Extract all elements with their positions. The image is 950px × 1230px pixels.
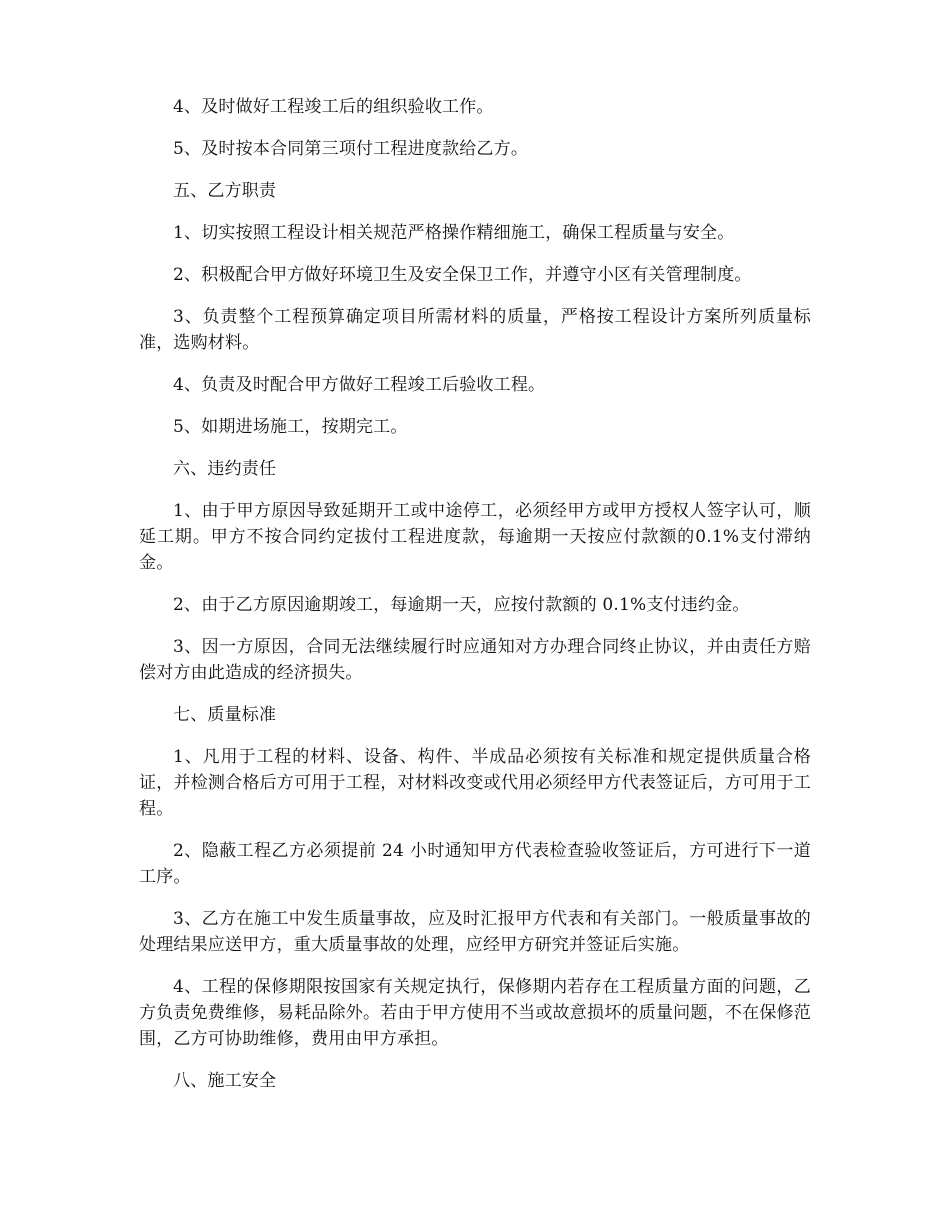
clause-party-a-4: 4、及时做好工程竣工后的组织验收工作。 bbox=[173, 97, 494, 117]
clause-quality-4: 4、工程的保修期限按国家有关规定执行，保修期内若存在工程质量方面的问题，乙方负责免费维修，易耗品除外。若由于甲方使用不当或故意损坏的质量问题，不在保修范围，乙方可协助维修，费用由甲方承担。 bbox=[139, 977, 811, 1049]
section-heading-breach-liability: 六、违约责任 bbox=[173, 459, 277, 479]
clause-party-a-5: 5、及时按本合同第三项付工程进度款给乙方。 bbox=[173, 139, 529, 159]
clause-quality-2: 2、隐蔽工程乙方必须提前 24 小时通知甲方代表检查验收签证后，方可进行下一道工序。 bbox=[139, 841, 811, 887]
section-heading-construction-safety: 八、施工安全 bbox=[173, 1071, 277, 1091]
document-body bbox=[139, 94, 811, 1110]
section-heading-quality-standards: 七、质量标准 bbox=[173, 705, 277, 725]
clause-party-b-2: 2、积极配合甲方做好环境卫生及安全保卫工作，并遵守小区有关管理制度。 bbox=[173, 265, 752, 285]
clause-breach-2: 2、由于乙方原因逾期竣工，每逾期一天，应按付款额的 0.1%支付违约金。 bbox=[173, 595, 750, 615]
clause-party-b-1: 1、切实按照工程设计相关规范严格操作精细施工，确保工程质量与安全。 bbox=[173, 223, 735, 243]
clause-party-b-3: 3、负责整个工程预算确定项目所需材料的质量，严格按工程设计方案所列质量标准，选购材料。 bbox=[139, 307, 811, 353]
clause-breach-1: 1、由于甲方原因导致延期开工或中途停工，必须经甲方或甲方授权人签字认可，顺延工期。甲方不按合同约定拔付工程进度款，每逾期一天按应付款额的0.1%支付滞纳金。 bbox=[139, 501, 811, 573]
clause-breach-3: 3、因一方原因，合同无法继续履行时应通知对方办理合同终止协议，并由责任方赔偿对方由此造成的经济损失。 bbox=[139, 637, 811, 683]
clause-party-b-5: 5、如期进场施工，按期完工。 bbox=[173, 417, 408, 437]
clause-party-b-4: 4、负责及时配合甲方做好工程竣工后验收工程。 bbox=[173, 375, 546, 395]
clause-quality-3: 3、乙方在施工中发生质量事故，应及时汇报甲方代表和有关部门。一般质量事故的处理结果应送甲方，重大质量事故的处理，应经甲方研究并签证后实施。 bbox=[139, 909, 811, 955]
section-heading-party-b-duties: 五、乙方职责 bbox=[173, 181, 277, 201]
clause-quality-1: 1、凡用于工程的材料、设备、构件、半成品必须按有关标准和规定提供质量合格证，并检测合格后方可用于工程，对材料改变或代用必须经甲方代表签证后，方可用于工程。 bbox=[139, 747, 811, 819]
